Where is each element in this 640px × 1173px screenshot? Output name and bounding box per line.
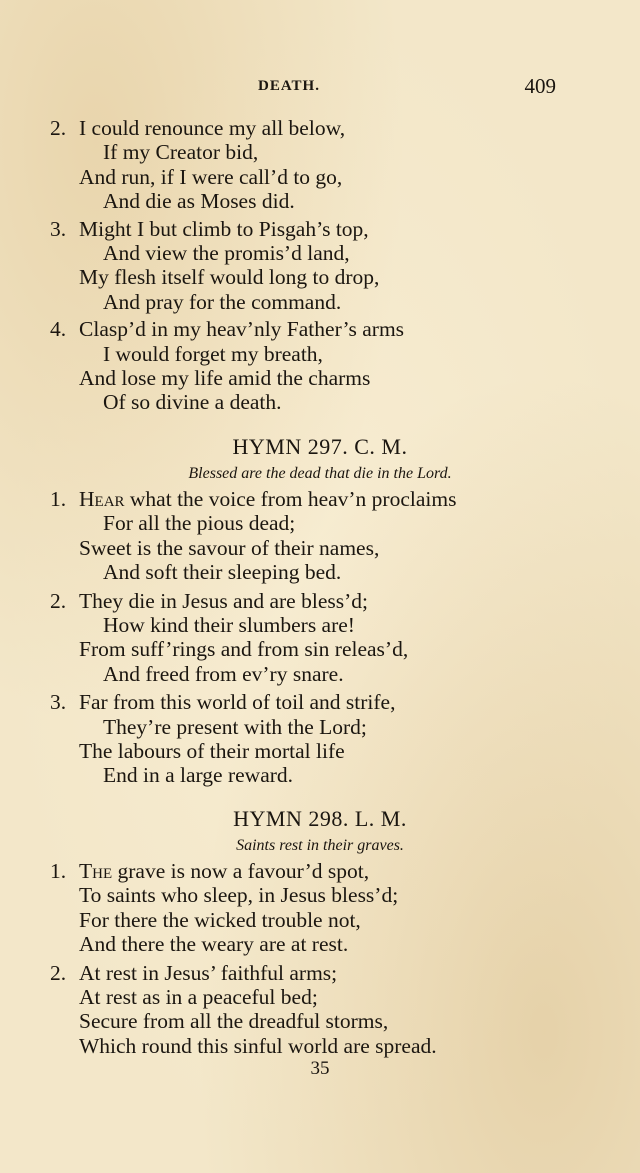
verse-number: 3. bbox=[50, 216, 67, 241]
verse bbox=[0, 317, 640, 415]
verse-number: 1. bbox=[50, 859, 67, 883]
verse-line: And there the weary are at rest. bbox=[79, 932, 349, 957]
verse-line: 3. Far from this world of toil and strife, bbox=[50, 690, 396, 715]
verse-line: 1. The grave is now a favour’d spot, bbox=[50, 859, 370, 883]
verse-line: Which round this sinful world are spread. bbox=[79, 1033, 437, 1058]
drop-word: Hear bbox=[79, 487, 125, 511]
verse-line: Secure from all the dreadful storms, bbox=[79, 1009, 389, 1034]
verse bbox=[0, 859, 640, 957]
verse-line: And freed from ev’ry snare. bbox=[103, 661, 344, 686]
hymn-297-title: HYMN 297. C. M. bbox=[232, 434, 408, 459]
page-number: 409 bbox=[524, 74, 556, 98]
verse-line: And view the promis’d land, bbox=[103, 240, 350, 265]
verse-line: How kind their slumbers are! bbox=[103, 612, 355, 637]
verse-line: And die as Moses did. bbox=[103, 189, 295, 214]
verse-line: To saints who sleep, in Jesus bless’d; bbox=[79, 883, 399, 908]
verse bbox=[0, 487, 640, 585]
hymn-297-verses bbox=[0, 487, 640, 788]
verse-line: At rest as in a peaceful bed; bbox=[79, 984, 318, 1009]
verse-line: 3. Might I but climb to Pisgah’s top, bbox=[50, 216, 369, 241]
verse-line: From suff’rings and from sin releas’d, bbox=[79, 637, 409, 662]
verse-line: Of so divine a death. bbox=[103, 390, 282, 415]
verse-line: End in a large reward. bbox=[103, 763, 294, 788]
verse-line: And soft their sleeping bed. bbox=[103, 560, 342, 585]
verse-line: If my Creator bid, bbox=[103, 140, 259, 165]
hymn-298-verses bbox=[0, 859, 640, 1058]
verse-line: And run, if I were call’d to go, bbox=[79, 164, 343, 189]
hymn-298-subtitle: Saints rest in their graves. bbox=[236, 837, 404, 854]
verse-number: 3. bbox=[50, 690, 67, 715]
verse-line: And lose my life amid the charms bbox=[79, 365, 371, 390]
verse-number: 1. bbox=[50, 487, 67, 511]
drop-word: The bbox=[79, 859, 113, 883]
verse-line: Sweet is the savour of their names, bbox=[79, 535, 380, 560]
verse-line: And pray for the command. bbox=[103, 289, 342, 314]
verse bbox=[0, 961, 640, 1059]
verse-number: 2. bbox=[50, 116, 67, 140]
verse-number: 2. bbox=[50, 588, 67, 613]
verse-number: 4. bbox=[50, 317, 67, 342]
verse-line: 2. They die in Jesus and are bless’d; bbox=[50, 588, 368, 613]
verse-line: For all the pious dead; bbox=[103, 511, 296, 536]
verse-line: 4. Clasp’d in my heav’nly Father’s arms bbox=[50, 317, 405, 342]
verse-line: My flesh itself would long to drop, bbox=[79, 265, 380, 290]
running-head bbox=[0, 74, 640, 98]
verse bbox=[0, 589, 640, 687]
verse-line: The labours of their mortal life bbox=[79, 738, 345, 763]
hymn-297-subtitle: Blessed are the dead that die in the Lord. bbox=[188, 465, 452, 482]
verse-line: 2. At rest in Jesus’ faithful arms; bbox=[50, 960, 338, 985]
verse-line: 2. I could renounce my all below, bbox=[50, 116, 346, 140]
verse-line: I would forget my breath, bbox=[103, 341, 323, 366]
hymn-298-title: HYMN 298. L. M. bbox=[233, 806, 407, 831]
signature-mark: 35 bbox=[310, 1058, 330, 1079]
verse-number: 2. bbox=[50, 960, 67, 985]
verse-line: For there the wicked trouble not, bbox=[79, 907, 361, 932]
previous-hymn-continuation bbox=[0, 116, 640, 415]
running-title: DEATH. bbox=[258, 78, 320, 94]
verse bbox=[0, 690, 640, 788]
verse-line: They’re present with the Lord; bbox=[103, 714, 367, 739]
verse-line: 1. Hear what the voice from heav’n proclaims bbox=[50, 487, 457, 511]
verse bbox=[0, 217, 640, 315]
verse bbox=[0, 116, 640, 214]
